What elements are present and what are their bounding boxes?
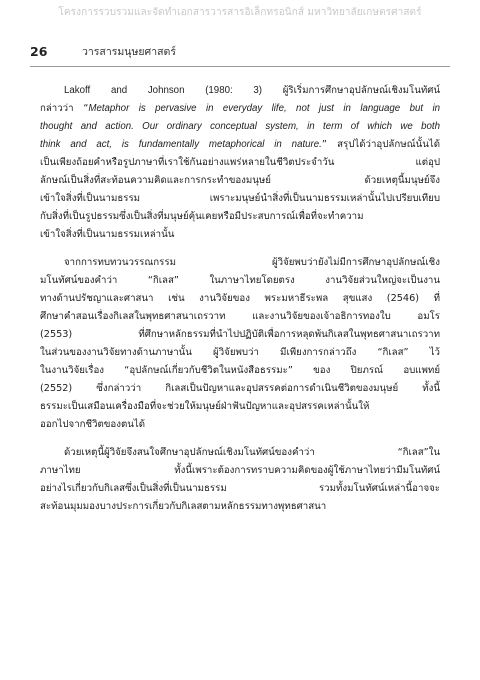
- text-line: [40, 208, 440, 226]
- text-segment: ” สรุปได้ว่าอุปลักษณ์นั้นได้: [321, 139, 440, 150]
- text-line: [40, 82, 440, 100]
- text-line: [40, 462, 440, 480]
- text-segment: ศึกษาคำสอนเรื่องกิเลสในพุทธศาสนาเถรวาท และงานวิจัยของเจ้าอธิการทองใบ อมโร: [40, 311, 440, 322]
- text-line: [40, 118, 440, 136]
- text-line: [40, 136, 440, 154]
- text-line: [40, 254, 440, 272]
- text-line: [40, 326, 440, 344]
- text-line: [40, 272, 440, 290]
- text-line: [40, 416, 440, 434]
- text-line: [40, 480, 440, 498]
- paragraph: [40, 82, 440, 244]
- body-text: [40, 82, 440, 526]
- page-header: [30, 40, 450, 62]
- paragraph: [40, 444, 440, 516]
- text-segment: เข้าใจสิ่งที่เป็นนามธรรมเหล่านั้น: [40, 229, 175, 240]
- page-number: 26: [30, 43, 48, 59]
- text-segment: สะท้อนมุมมองบางประการเกี่ยวกับกิเลสตามหลักธรรมทางพุทธศาสนา: [40, 501, 327, 512]
- text-line: [40, 190, 440, 208]
- text-line: [40, 362, 440, 380]
- text-line: [40, 344, 440, 362]
- text-line: [40, 398, 440, 416]
- text-segment: กล่าวว่า “: [40, 103, 89, 114]
- text-segment: Lakoff and Johnson (1980: 3): [64, 85, 283, 96]
- text-line: [40, 226, 440, 244]
- journal-name: วารสารมนุษยศาสตร์: [82, 45, 176, 58]
- text-line: [40, 380, 440, 398]
- text-segment: thought and action. Our ordinary conceptual system, in term of which we both: [40, 121, 440, 132]
- text-segment: ในส่วนของงานวิจัยทางด้านภาษานั้น ผู้วิจัยพบว่า มีเพียงการกล่าวถึง “กิเลส” ไว้: [40, 347, 440, 358]
- text-segment: อย่างไรเกี่ยวกับกิเลสซึ่งเป็นสิ่งที่เป็นนามธรรม รวมทั้งมโนทัศน์เหล่านี้อาจจะ: [40, 483, 440, 494]
- text-segment: ทางด้านปรัชญาและศาสนา เช่น งานวิจัยของ พระมหาธีระพล สุขแสง (2546) ที่: [40, 293, 440, 304]
- text-line: [40, 290, 440, 308]
- text-segment: ด้วยเหตุนี้ผู้วิจัยจึงสนใจศึกษาอุปลักษณ์เชิงมโนทัศน์ของคำว่า “กิเลส”ใน: [64, 447, 440, 458]
- text-segment: (2553) ที่ศึกษาหลักธรรมที่นำไปปฏิบัติเพื่อการหลุดพ้นกิเลสในพุทธศาสนาเถรวาท: [40, 329, 440, 340]
- text-segment: มโนทัศน์ของคำว่า “กิเลส” ในภาษาไทยโดยตรง งานวิจัยส่วนใหญ่จะเป็นงาน: [40, 275, 440, 286]
- text-segment: (2552) ซึ่งกล่าวว่า กิเลสเป็นปัญหาและอุปสรรคต่อการดำเนินชีวิตของมนุษย์ ทั้งนี้: [40, 383, 440, 394]
- text-line: [40, 154, 440, 172]
- text-segment: เป็นเพียงถ้อยคำหรือรูปภาษาที่เราใช้กันอย่างแพร่หลายในชีวิตประจำวัน แต่อุป: [40, 157, 440, 168]
- text-segment: เข้าใจสิ่งที่เป็นนามธรรม เพราะมนุษย์นำสิ่งที่เป็นนามธรรมเหล่านั้นไปเปรียบเทียบ: [40, 193, 440, 204]
- text-segment: ธรรมะเป็นเสมือนเครื่องมือที่จะช่วยให้มนุษย์ฝ่าฟันปัญหาและอุปสรรคเหล่านั้นให้: [40, 401, 370, 412]
- text-line: [40, 100, 440, 118]
- text-segment: ออกไปจากชีวิตของตนได้: [40, 419, 146, 430]
- text-segment: think and act, is fundamentally metaphorical in nature.: [40, 139, 322, 150]
- text-line: [40, 444, 440, 462]
- text-segment: Metaphor is pervasive in everyday life, not just in language but in: [88, 103, 440, 114]
- text-line: [40, 498, 440, 516]
- text-segment: ผู้ริเริ่มการศึกษาอุปลักษณ์เชิงมโนทัศน์: [282, 85, 440, 96]
- text-segment: ลักษณ์เป็นสิ่งที่สะท้อนความคิดและการกระทำของมนุษย์ ด้วยเหตุนี้มนุษย์จึง: [40, 175, 440, 186]
- text-line: [40, 308, 440, 326]
- text-line: [40, 172, 440, 190]
- header-divider: [30, 66, 450, 67]
- text-segment: ในงานวิจัยเรื่อง “อุปลักษณ์เกี่ยวกับชีวิตในหนังสือธรรมะ” ของ ปิยภรณ์ อบแพทย์: [40, 365, 440, 376]
- text-segment: จากการทบทวนวรรณกรรม ผู้วิจัยพบว่ายังไม่มีการศึกษาอุปลักษณ์เชิง: [64, 257, 440, 268]
- text-segment: กับสิ่งที่เป็นรูปธรรมซึ่งเป็นสิ่งที่มนุษย์คุ้นเคยหรือมีประสบการณ์เพื่อที่จะทำความ: [40, 211, 364, 222]
- paragraph: [40, 254, 440, 434]
- text-segment: ภาษาไทย ทั้งนี้เพราะต้องการทราบความคิดของผู้ใช้ภาษาไทยว่ามีมโนทัศน์: [40, 465, 440, 476]
- watermark-text: โครงการรวบรวมและจัดทำเอกสารวารสารอิเล็กทรอนิกส์ มหาวิทยาลัยเกษตรศาสตร์: [58, 7, 422, 18]
